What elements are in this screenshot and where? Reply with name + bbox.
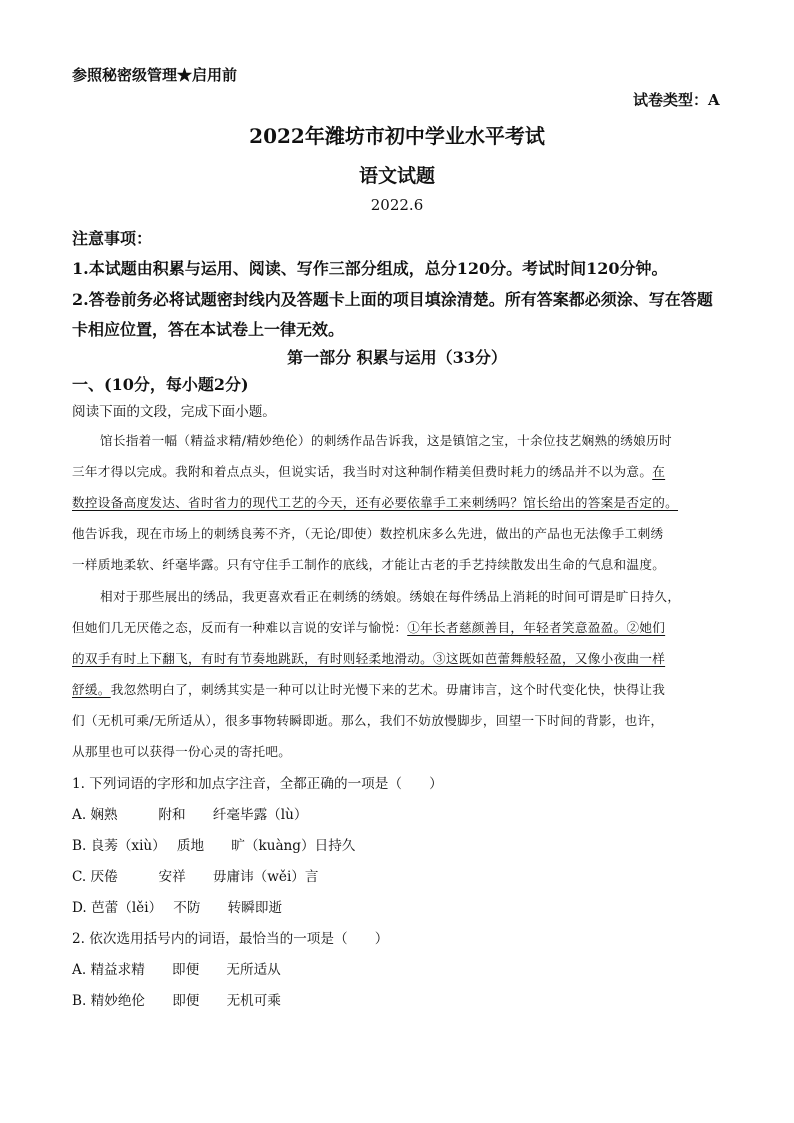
passage-line-7 xyxy=(72,617,665,636)
passage-line-3-underlined: 数控设备高度发达、省时省力的现代工艺的今天，还有必要依靠手工来刺绣吗？馆长给出的答案是否定的。 xyxy=(72,495,679,510)
notes-item-1: 1.本试题由积累与运用、阅读、写作三部分组成，总分120分。考试时间120分钟。 xyxy=(72,259,668,278)
passage-line-5: 一样质地柔软、纤毫毕露。只有守住手工制作的底线，才能让古老的手艺持续散发出生命的气息和温度。 xyxy=(72,557,666,572)
section-heading: 一、(10分，每小题2分) xyxy=(72,375,249,394)
notes-item-2-line-1: 2.答卷前务必将试题密封线内及答题卡上面的项目填涂清楚。所有答案都必须涂、写在答题 xyxy=(72,290,713,309)
passage-line-2-text: 三年才得以完成。我附和着点点头，但说实话，我当时对这种制作精美但费时耗力的绣品并不以为意。 xyxy=(72,464,653,479)
passage-line-1: 馆长指着一幅（精益求精/精妙绝伦）的刺绣作品告诉我，这是镇馆之宝，十余位技艺娴熟的绣娘历时 xyxy=(100,433,672,448)
part-heading: 第一部分 积累与运用（33分） xyxy=(287,348,507,367)
question-1-option-d: D. 芭蕾（lěi） 不防 转瞬即逝 xyxy=(72,900,283,916)
notes-item-2-line-2: 卡相应位置，答在本试卷上一律无效。 xyxy=(72,320,345,339)
notes-heading: 注意事项： xyxy=(72,229,153,248)
question-2-stem: 2. 依次选用括号内的词语，最恰当的一项是（ ） xyxy=(72,931,389,947)
question-1-option-a: A. 娴熟 附和 纤毫毕露（lù） xyxy=(72,807,308,823)
passage-line-11: 从那里也可以获得一份心灵的寄托吧。 xyxy=(72,744,292,759)
question-1-option-c: C. 厌倦 安祥 毋庸讳（wěi）言 xyxy=(72,869,319,885)
passage-underlined-end: 舒缓。 xyxy=(72,682,111,697)
question-1-option-b: B. 良莠（xiù） 质地 旷（kuàng）日持久 xyxy=(72,838,356,854)
question-1-stem: 1. 下列词语的字形和加点字注音，全都正确的一项是（ ） xyxy=(72,776,443,792)
passage-underlined-sentences: ①年长者慈颜善目，年轻者笑意盈盈。②她们 xyxy=(407,620,666,635)
passage-instruction: 阅读下面的文段，完成下面小题。 xyxy=(72,404,276,420)
question-2-option-b: B. 精妙绝伦 即便 无机可乘 xyxy=(72,993,281,1009)
passage-line-9-text: 我忽然明白了，刺绣其实是一种可以让时光慢下来的艺术。毋庸讳言，这个时代变化快，快得让我 xyxy=(110,682,666,697)
exam-title: 2022年潍坊市初中学业水平考试 xyxy=(249,124,545,148)
exam-subtitle: 语文试题 xyxy=(358,165,435,187)
passage-line-2 xyxy=(72,461,665,480)
passage-line-10: 们（无机可乘/无所适从），很多事物转瞬即逝。那么，我们不妨放慢脚步，回望一下时间的背影，也许， xyxy=(72,713,664,728)
passage-line-7-text: 但她们几无厌倦之态，反而有一种难以言说的安详与愉悦： xyxy=(72,620,408,635)
question-2-option-a: A. 精益求精 即便 无所适从 xyxy=(72,962,281,978)
paper-type-label: 试卷类型：A xyxy=(633,91,720,109)
passage-line-8-underlined: 的双手有时上下翻飞，有时有节奏地跳跃，有时则轻柔地滑动。③这既如芭蕾舞般轻盈，又像小夜曲一样 xyxy=(72,651,666,666)
exam-date: 2022.6 xyxy=(370,196,424,214)
secrecy-label: 参照秘密级管理★启用前 xyxy=(72,66,238,84)
passage-line-9 xyxy=(72,679,665,698)
passage-underlined-start: 在 xyxy=(652,464,666,479)
passage-line-4: 他告诉我，现在市场上的刺绣良莠不齐，（无论/即使）数控机床多么先进，做出的产品也无法像手工刺绣 xyxy=(72,526,664,541)
passage-line-6: 相对于那些展出的绣品，我更喜欢看正在刺绣的绣娘。绣娘在每件绣品上消耗的时间可谓是旷日持久， xyxy=(100,589,681,604)
